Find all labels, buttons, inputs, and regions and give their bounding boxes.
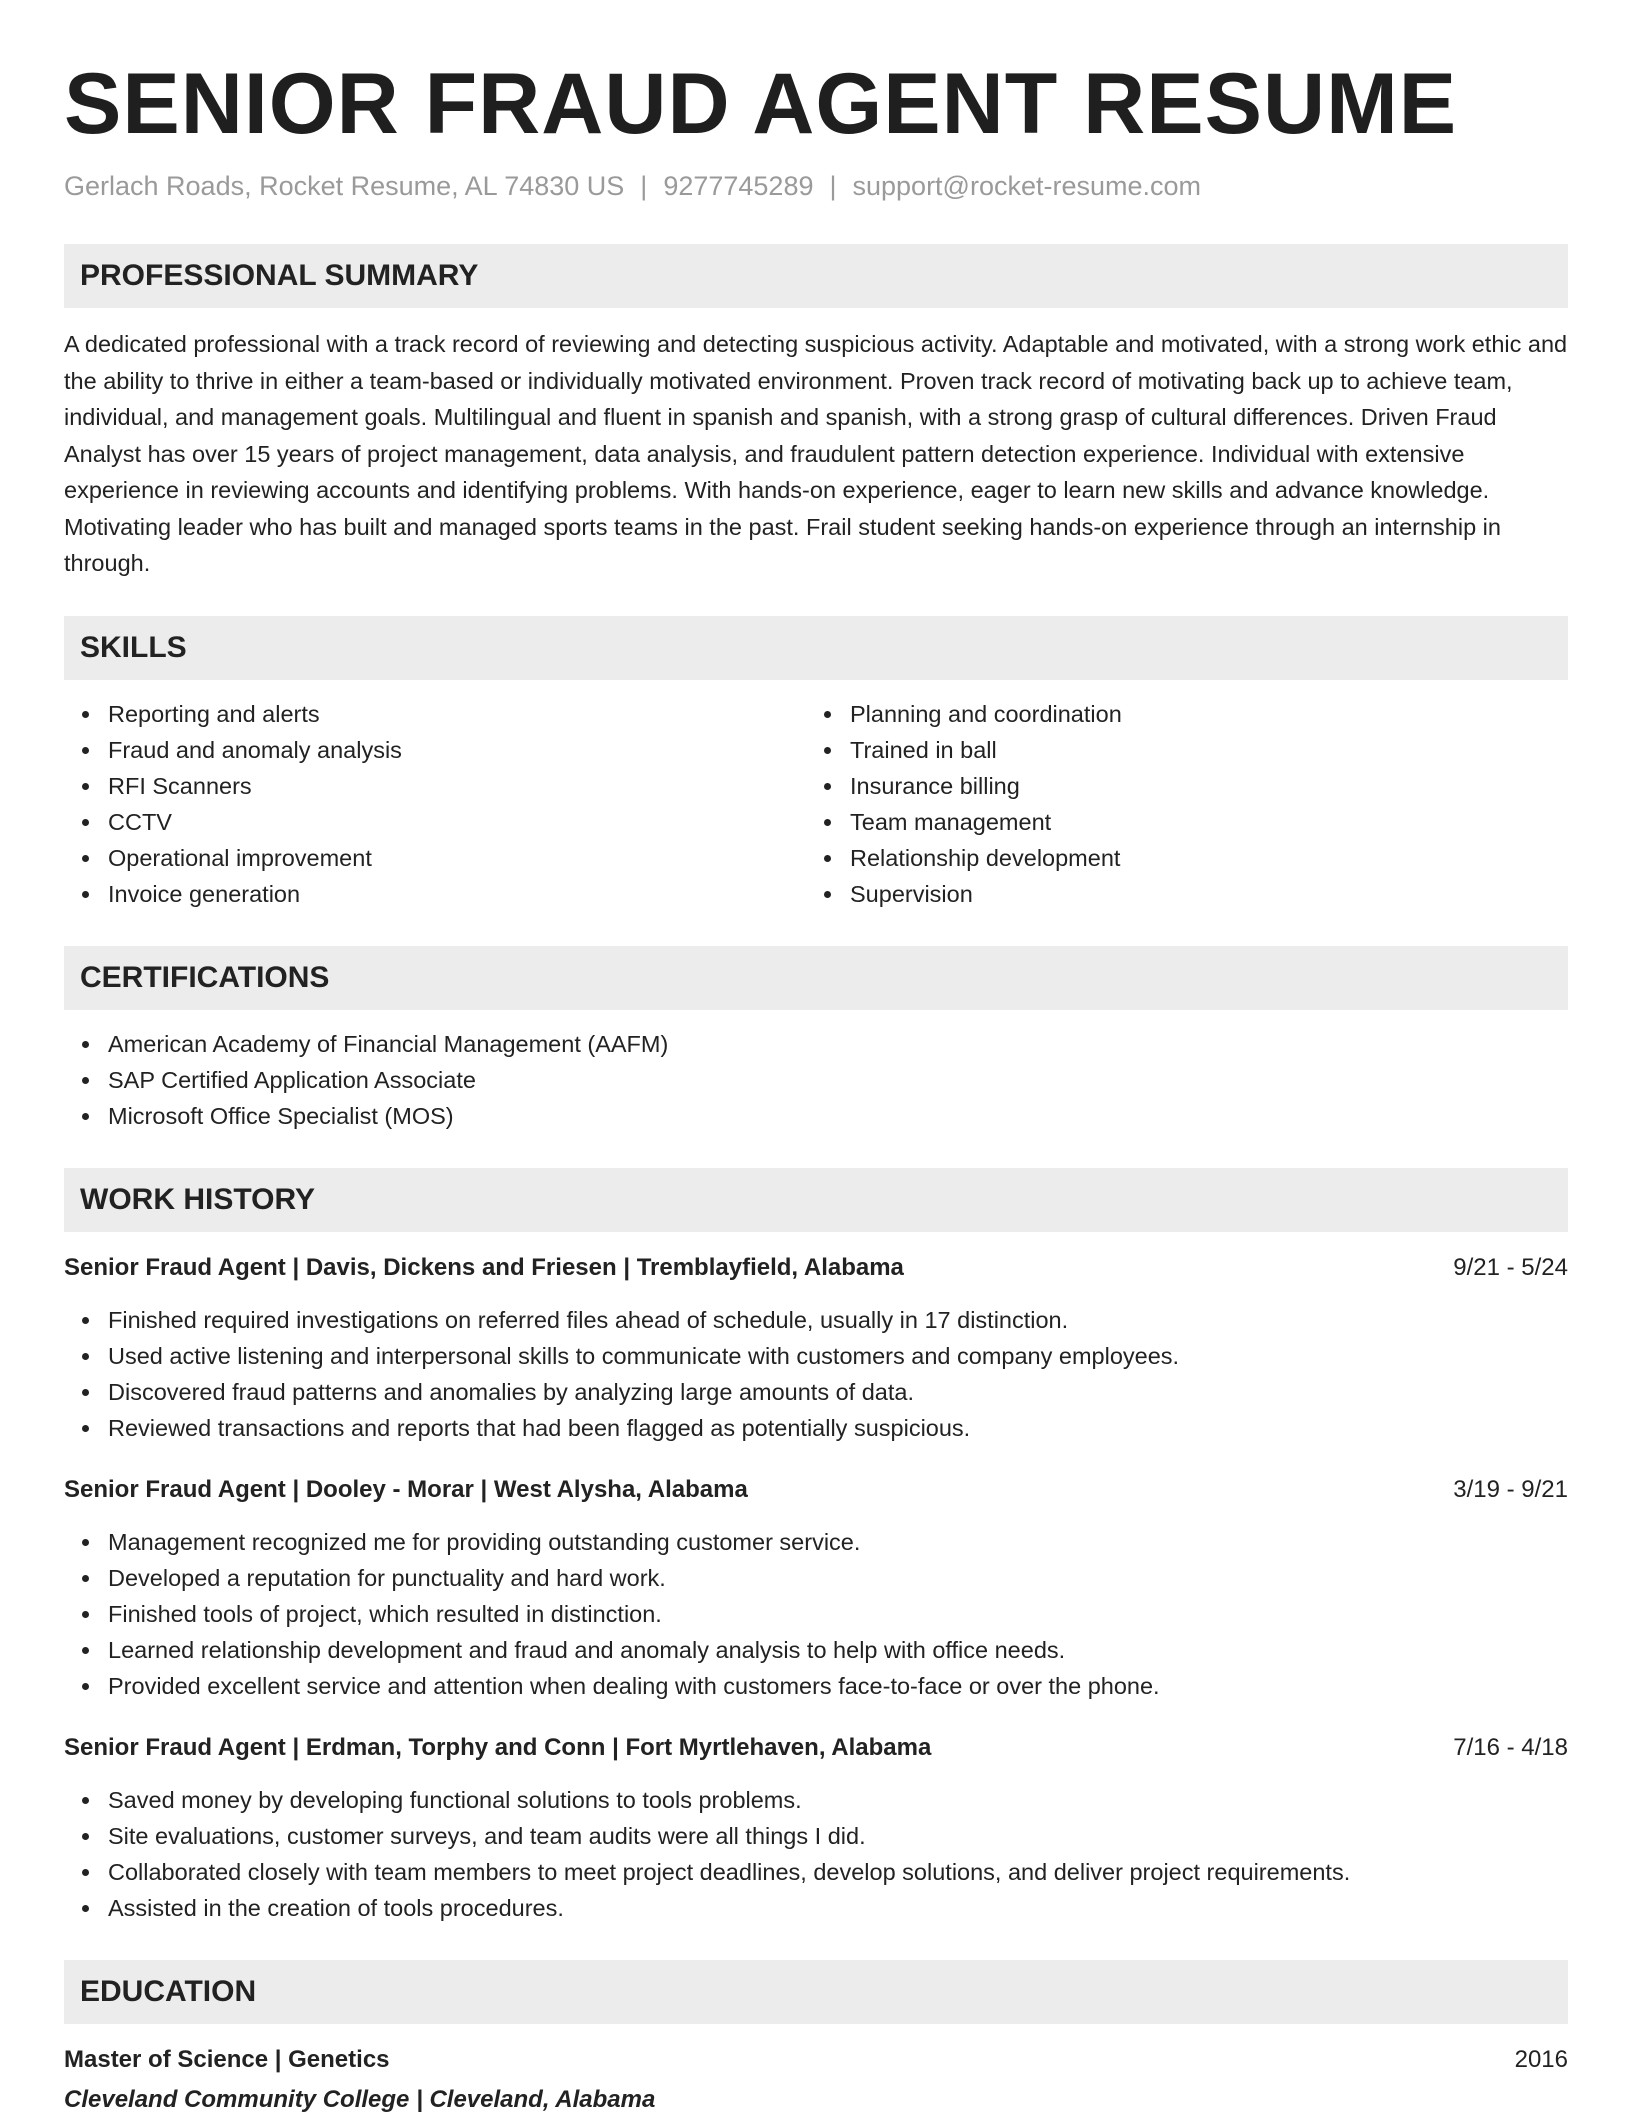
job-bullet: Finished required investigations on referred files ahead of schedule, usually in 17 distinction. <box>64 1302 1568 1338</box>
contact-separator: | <box>640 171 648 201</box>
job-bullet: Learned relationship development and fraud and anomaly analysis to help with office needs. <box>64 1632 1568 1668</box>
job-header <box>64 1730 1568 1766</box>
job-dates: 9/21 - 5/24 <box>1453 1253 1568 1281</box>
skill-item: Operational improvement <box>64 840 806 876</box>
skill-item: Team management <box>806 804 1548 840</box>
job-bullet: Collaborated closely with team members to meet project deadlines, develop solutions, and deliver project requirements. <box>64 1854 1568 1890</box>
job-bullet: Developed a reputation for punctuality and hard work. <box>64 1560 1568 1596</box>
education-degree: Master of Science | Genetics <box>64 2045 390 2073</box>
job-bullet: Reviewed transactions and reports that had been flagged as potentially suspicious. <box>64 1410 1568 1446</box>
job-header <box>64 1250 1568 1286</box>
certification-item: Microsoft Office Specialist (MOS) <box>64 1098 1568 1134</box>
contact-separator: | <box>829 171 837 201</box>
summary-text: A dedicated professional with a track record of reviewing and detecting suspicious activity. Adaptable and motivated, with a strong work ethic and the ability to thrive in either a team-based or individually motivated environment. Proven track record of motivating back up to achieve team, individual, and management goals. Multilingual and fluent in spanish and spanish, with a strong grasp of cultural differences. Driven Fraud Analyst has over 15 years of project management, data analysis, and fraudulent pattern detection experience. Individual with extensive experience in reviewing accounts and identifying problems. With hands-on experience, eager to learn new skills and advance knowledge. Motivating leader who has built and managed sports teams in the past. Frail student seeking hands-on experience through an internship in through. <box>64 331 1568 576</box>
skills-columns <box>64 696 1568 912</box>
job-bullets <box>64 1524 1568 1704</box>
job-entry <box>64 1472 1568 1704</box>
job-bullets <box>64 1302 1568 1446</box>
skill-item: Planning and coordination <box>806 696 1548 732</box>
skill-item: Insurance billing <box>806 768 1548 804</box>
section-heading-summary: PROFESSIONAL SUMMARY <box>64 244 1568 308</box>
skill-item: RFI Scanners <box>64 768 806 804</box>
job-bullet: Provided excellent service and attention when dealing with customers face-to-face or over the phone. <box>64 1668 1568 1704</box>
certification-item: American Academy of Financial Management (AAFM) <box>64 1026 1568 1062</box>
skills-list-left <box>64 696 806 912</box>
skill-item: Trained in ball <box>806 732 1548 768</box>
job-title: Senior Fraud Agent | Erdman, Torphy and Conn | Fort Myrtlehaven, Alabama <box>64 1733 932 1761</box>
job-bullet: Discovered fraud patterns and anomalies by analyzing large amounts of data. <box>64 1374 1568 1410</box>
job-title: Senior Fraud Agent | Davis, Dickens and Friesen | Tremblayfield, Alabama <box>64 1253 904 1281</box>
skill-item: Reporting and alerts <box>64 696 806 732</box>
job-entry <box>64 1730 1568 1926</box>
contact-email: support@rocket-resume.com <box>852 171 1202 201</box>
skill-item: Relationship development <box>806 840 1548 876</box>
skill-item: Fraud and anomaly analysis <box>64 732 806 768</box>
skill-item: Invoice generation <box>64 876 806 912</box>
job-bullet: Finished tools of project, which resulted in distinction. <box>64 1596 1568 1632</box>
skills-list-right <box>806 696 1548 912</box>
job-bullets <box>64 1782 1568 1926</box>
job-title: Senior Fraud Agent | Dooley - Morar | West Alysha, Alabama <box>64 1475 748 1503</box>
contact-line <box>64 168 1568 204</box>
certification-item: SAP Certified Application Associate <box>64 1062 1568 1098</box>
job-dates: 7/16 - 4/18 <box>1453 1733 1568 1761</box>
education-entry <box>64 2042 1568 2118</box>
section-heading-work-history: WORK HISTORY <box>64 1168 1568 1232</box>
education-school: Cleveland Community College | Cleveland, Alabama <box>64 2085 656 2113</box>
education-header <box>64 2042 1568 2078</box>
job-bullet: Saved money by developing functional solutions to tools problems. <box>64 1782 1568 1818</box>
education-year: 2016 <box>1514 2045 1568 2073</box>
contact-phone: 9277745289 <box>663 171 814 201</box>
resume-title: SENIOR FRAUD AGENT RESUME <box>64 56 1458 152</box>
job-bullet: Site evaluations, customer surveys, and team audits were all things I did. <box>64 1818 1568 1854</box>
section-heading-certifications: CERTIFICATIONS <box>64 946 1568 1010</box>
job-dates: 3/19 - 9/21 <box>1453 1475 1568 1503</box>
contact-address: Gerlach Roads, Rocket Resume, AL 74830 US <box>64 171 625 201</box>
job-bullet: Management recognized me for providing outstanding customer service. <box>64 1524 1568 1560</box>
skill-item: Supervision <box>806 876 1548 912</box>
job-bullet: Used active listening and interpersonal skills to communicate with customers and company employees. <box>64 1338 1568 1374</box>
certifications-list <box>64 1026 1568 1134</box>
skill-item: CCTV <box>64 804 806 840</box>
section-heading-skills: SKILLS <box>64 616 1568 680</box>
job-bullet: Assisted in the creation of tools procedures. <box>64 1890 1568 1926</box>
section-heading-education: EDUCATION <box>64 1960 1568 2024</box>
job-entry <box>64 1250 1568 1446</box>
job-header <box>64 1472 1568 1508</box>
